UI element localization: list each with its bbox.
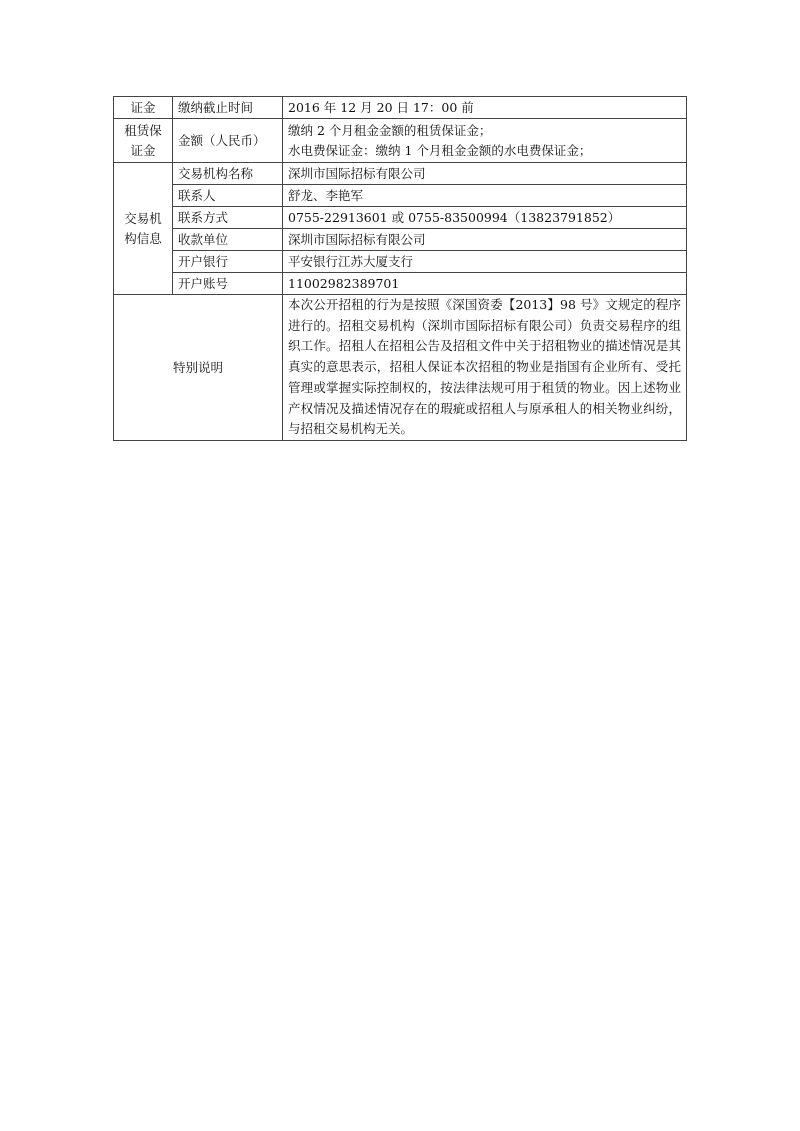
deposit-value-line2: 水电费保证金：缴纳 1 个月租金金额的水电费保证金； [288,142,592,158]
contact-person-value: 舒龙、李艳军 [283,185,687,207]
deadline-value: 2016 年 12 月 20 日 17：00 前 [283,97,687,119]
deposit-group-label [114,119,173,163]
contact-phone-value: 0755-22913601 或 0755-83500994（13823791852） [283,207,687,229]
deposit-group-label-tail: 证金 [114,97,173,119]
agency-row [114,207,687,229]
special-row [114,295,687,441]
deposit-group-line1: 租赁保 [124,122,162,138]
agency-row [114,251,687,273]
deposit-group-line2: 证金 [130,142,156,158]
agency-row [114,163,687,185]
deposit-value-line1: 缴纳 2 个月租金金额的租赁保证金； [288,122,492,138]
agency-name-value: 深圳市国际招标有限公司 [283,163,687,185]
tender-info-table [113,96,687,441]
special-note-label: 特别说明 [114,295,283,441]
agency-group-line2: 构信息 [124,230,162,246]
contact-person-label: 联系人 [173,185,283,207]
account-value: 11002982389701 [283,273,687,295]
agency-group-label [114,163,173,295]
account-label: 开户账号 [173,273,283,295]
agency-group-line1: 交易机 [124,210,162,226]
deposit-row [114,119,687,163]
deposit-amount-value [283,119,687,163]
payee-value: 深圳市国际招标有限公司 [283,229,687,251]
contact-phone-label: 联系方式 [173,207,283,229]
payee-label: 收款单位 [173,229,283,251]
agency-row [114,185,687,207]
bank-label: 开户银行 [173,251,283,273]
bank-value: 平安银行江苏大厦支行 [283,251,687,273]
agency-row [114,229,687,251]
agency-row [114,273,687,295]
deposit-amount-label: 金额（人民币） [173,119,283,163]
agency-name-label: 交易机构名称 [173,163,283,185]
special-note-text: 本次公开招租的行为是按照《深国资委【2013】98 号》文规定的程序进行的。招租交易机构（深圳市国际招标有限公司）负责交易程序的组织工作。招租人在招租公告及招租文件中关于招租物业的描述情况是其真实的意思表示，招租人保证本次招租的物业是指国有企业所有、受托管理或掌握实际控制权的，按法律法规可用于租赁的物业。因上述物业产权情况及描述情况存在的瑕疵或招租人与原承租人的相关物业纠纷，与招租交易机构无关。 [283,295,687,441]
deadline-label: 缴纳截止时间 [173,97,283,119]
deadline-row [114,97,687,119]
